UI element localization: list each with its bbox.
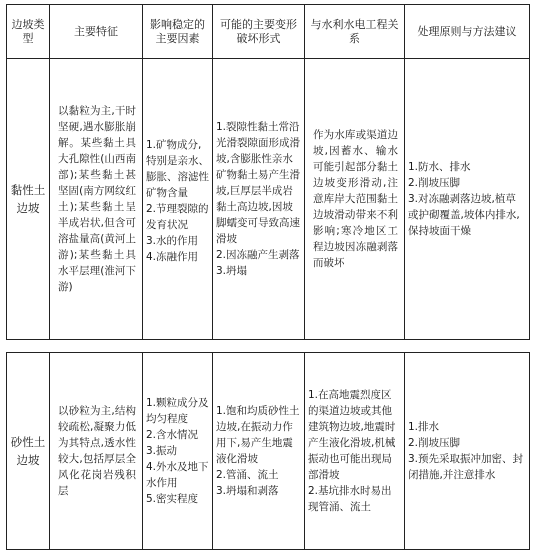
header-treatment: 处理原则与方法建议: [405, 5, 530, 59]
factor-item: 1.矿物成分,特别是亲水、膨胀、溶滤性矿物含量: [146, 139, 209, 199]
factor-item: 3.水的作用: [146, 235, 199, 247]
treatment-item: 2.削坡压脚: [408, 177, 461, 189]
row-failure: [213, 59, 305, 340]
failure-item: 3.坍塌: [216, 265, 248, 277]
factor-item: 5.密实程度: [146, 493, 199, 505]
failure-item: 1.裂隙性黏土常沿光滑裂隙面形成滑坡,含膨胀性亲水矿物黏土易产生滑坡,巨厚层半成岩黏土高边坡,因坡脚蠕变可导致高速滑坡: [216, 121, 300, 245]
row-factors: [143, 59, 213, 340]
factor-item: 2.节理裂隙的发育状况: [146, 203, 209, 231]
row-treatment: [405, 59, 530, 340]
table-row: [7, 59, 530, 340]
failure-item: 2.管涌、流土: [216, 469, 279, 481]
slope-table-top: [6, 4, 530, 340]
row-relation: [305, 353, 405, 550]
row-type: 黏性土边坡: [7, 59, 50, 340]
relation-item: 2.基坑排水时易出现管涌、流土: [308, 485, 392, 513]
factor-item: 4.冻融作用: [146, 251, 199, 263]
failure-item: 3.坍塌和剥落: [216, 485, 279, 497]
header-type: 边坡类型: [7, 5, 50, 59]
treatment-item: 3.对冻融剥落边坡,植草或护砌覆盖,坡体内排水,保持坡面干燥: [408, 193, 520, 237]
treatment-item: 3.预先采取振冲加密、封闭措施,并注意排水: [408, 453, 524, 481]
table-row: [7, 353, 530, 550]
row-factors: [143, 353, 213, 550]
row-type: 砂性土边坡: [7, 353, 50, 550]
row-features: 以黏粒为主,干时坚硬,遇水膨胀崩解。某些黏土具大孔隙性(山西南部);某些黏土甚坚固(南方网纹红土);某些黏土呈半成岩状,但含可溶盐量高(黄河上游);某些黏土具水平层理(淮河下游): [50, 59, 143, 340]
row-features: 以砂粒为主,结构较疏松,凝聚力低为其特点,透水性较大,包括厚层全风化花岗岩残积层: [50, 353, 143, 550]
header-relation: 与水利水电工程关系: [305, 5, 405, 59]
factor-item: 3.振动: [146, 445, 178, 457]
header-factors: 影响稳定的主要因素: [143, 5, 213, 59]
factor-item: 2.含水情况: [146, 429, 199, 441]
factor-item: 4.外水及地下水作用: [146, 461, 209, 489]
header-features: 主要特征: [50, 5, 143, 59]
header-failure: 可能的主要变形破坏形式: [213, 5, 305, 59]
row-failure: [213, 353, 305, 550]
treatment-item: 1.防水、排水: [408, 161, 471, 173]
row-treatment: [405, 353, 530, 550]
factor-item: 1.颗粒成分及均匀程度: [146, 397, 209, 425]
failure-item: 1.饱和均质砂性土边坡,在振动力作用下,易产生地震液化滑坡: [216, 405, 300, 465]
relation-item: 1.在高地震烈度区的渠道边坡或其他建筑物边坡,地震时产生液化滑坡,机械振动也可能出现局部滑坡: [308, 389, 396, 481]
treatment-item: 1.排水: [408, 421, 440, 433]
header-row: [7, 5, 530, 59]
row-relation: 作为水库或渠道边坡,因蓄水、输水可能引起部分黏土边坡变形滑动,注意库岸大范围黏土边坡滑动带来不利影响;寒冷地区工程边坡因冻融剥落而破坏: [305, 59, 405, 340]
treatment-item: 2.削坡压脚: [408, 437, 461, 449]
slope-table-bottom: [6, 352, 530, 550]
failure-item: 2.因冻融产生剥落: [216, 249, 300, 261]
